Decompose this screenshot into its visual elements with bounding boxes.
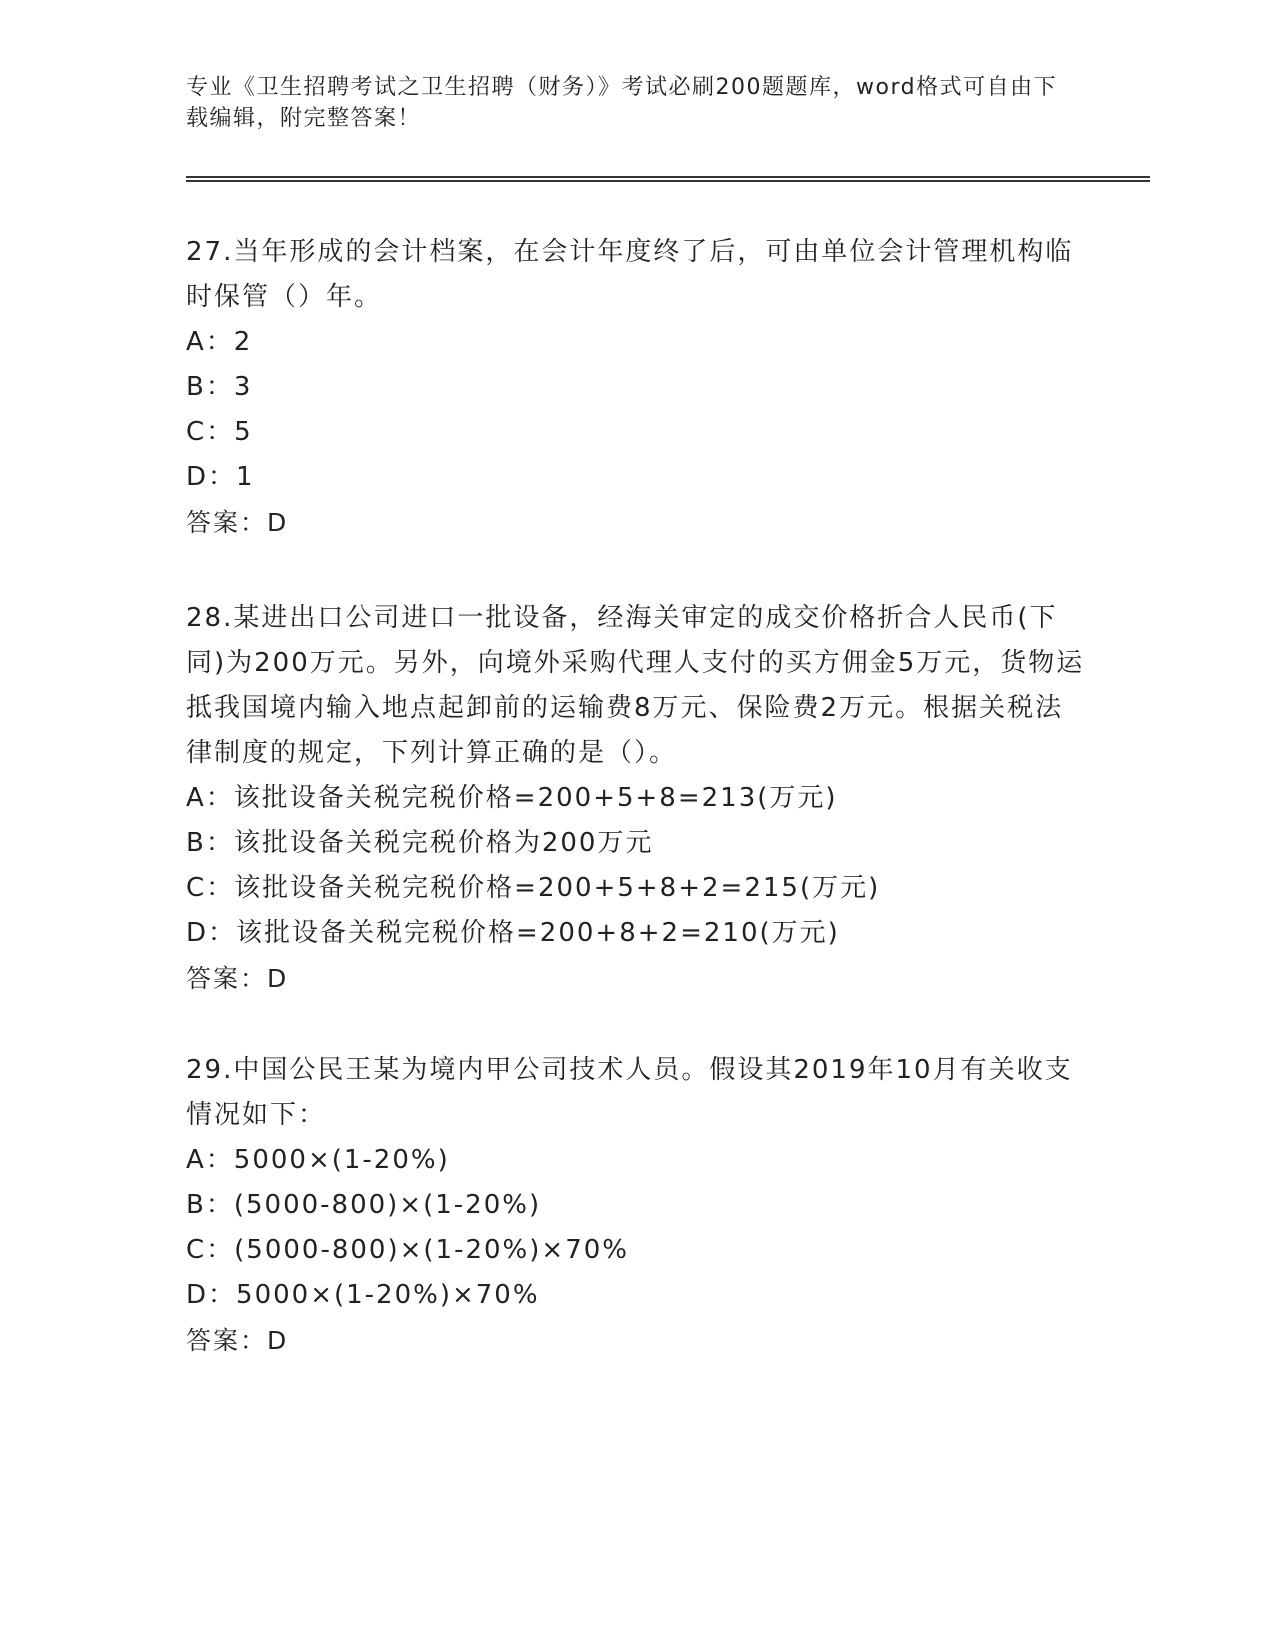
question-28 (186, 596, 1086, 1001)
answer-line: 答案：D (186, 508, 289, 537)
option-b: B：(5000-800)×(1-20%) (186, 1190, 542, 1220)
question-27 (186, 230, 1086, 545)
question-stem: 28.某进出口公司进口一批设备，经海关审定的成交价格折合人民币(下同)为200万元。另外，向境外采购代理人支付的买方佣金5万元，货物运抵我国境内输入地点起卸前的运输费8万元、保险费2万元。根据关税法律制度的规定，下列计算正确的是（）。 (186, 603, 1085, 768)
document-intro: 专业《卫生招聘考试之卫生招聘（财务）》考试必刷200题题库，word格式可自由下载编辑，附完整答案！ (186, 75, 1058, 131)
answer-line: 答案：D (186, 964, 289, 993)
question-stem: 29.中国公民王某为境内甲公司技术人员。假设其2019年10月有关收支情况如下： (186, 1055, 1073, 1130)
option-b: B：3 (186, 372, 253, 402)
option-b: B：该批设备关税完税价格为200万元 (186, 828, 654, 858)
option-d: D：5000×(1-20%)×70% (186, 1280, 540, 1310)
option-a: A：5000×(1-20%) (186, 1145, 450, 1175)
option-d: D：1 (186, 462, 255, 492)
header-divider-bottom (186, 180, 1150, 182)
answer-line: 答案：D (186, 1326, 289, 1355)
question-29 (186, 1048, 1086, 1363)
option-c: C：(5000-800)×(1-20%)×70% (186, 1235, 629, 1265)
option-d: D：该批设备关税完税价格=200+8+2=210(万元) (186, 918, 840, 948)
option-a: A：该批设备关税完税价格=200+5+8=213(万元) (186, 783, 838, 813)
option-c: C：该批设备关税完税价格=200+5+8+2=215(万元) (186, 873, 881, 903)
option-a: A：2 (186, 327, 253, 357)
header-divider-top (186, 176, 1150, 178)
question-stem: 27.当年形成的会计档案，在会计年度终了后，可由单位会计管理机构临时保管（）年。 (186, 237, 1074, 312)
option-c: C：5 (186, 417, 253, 447)
